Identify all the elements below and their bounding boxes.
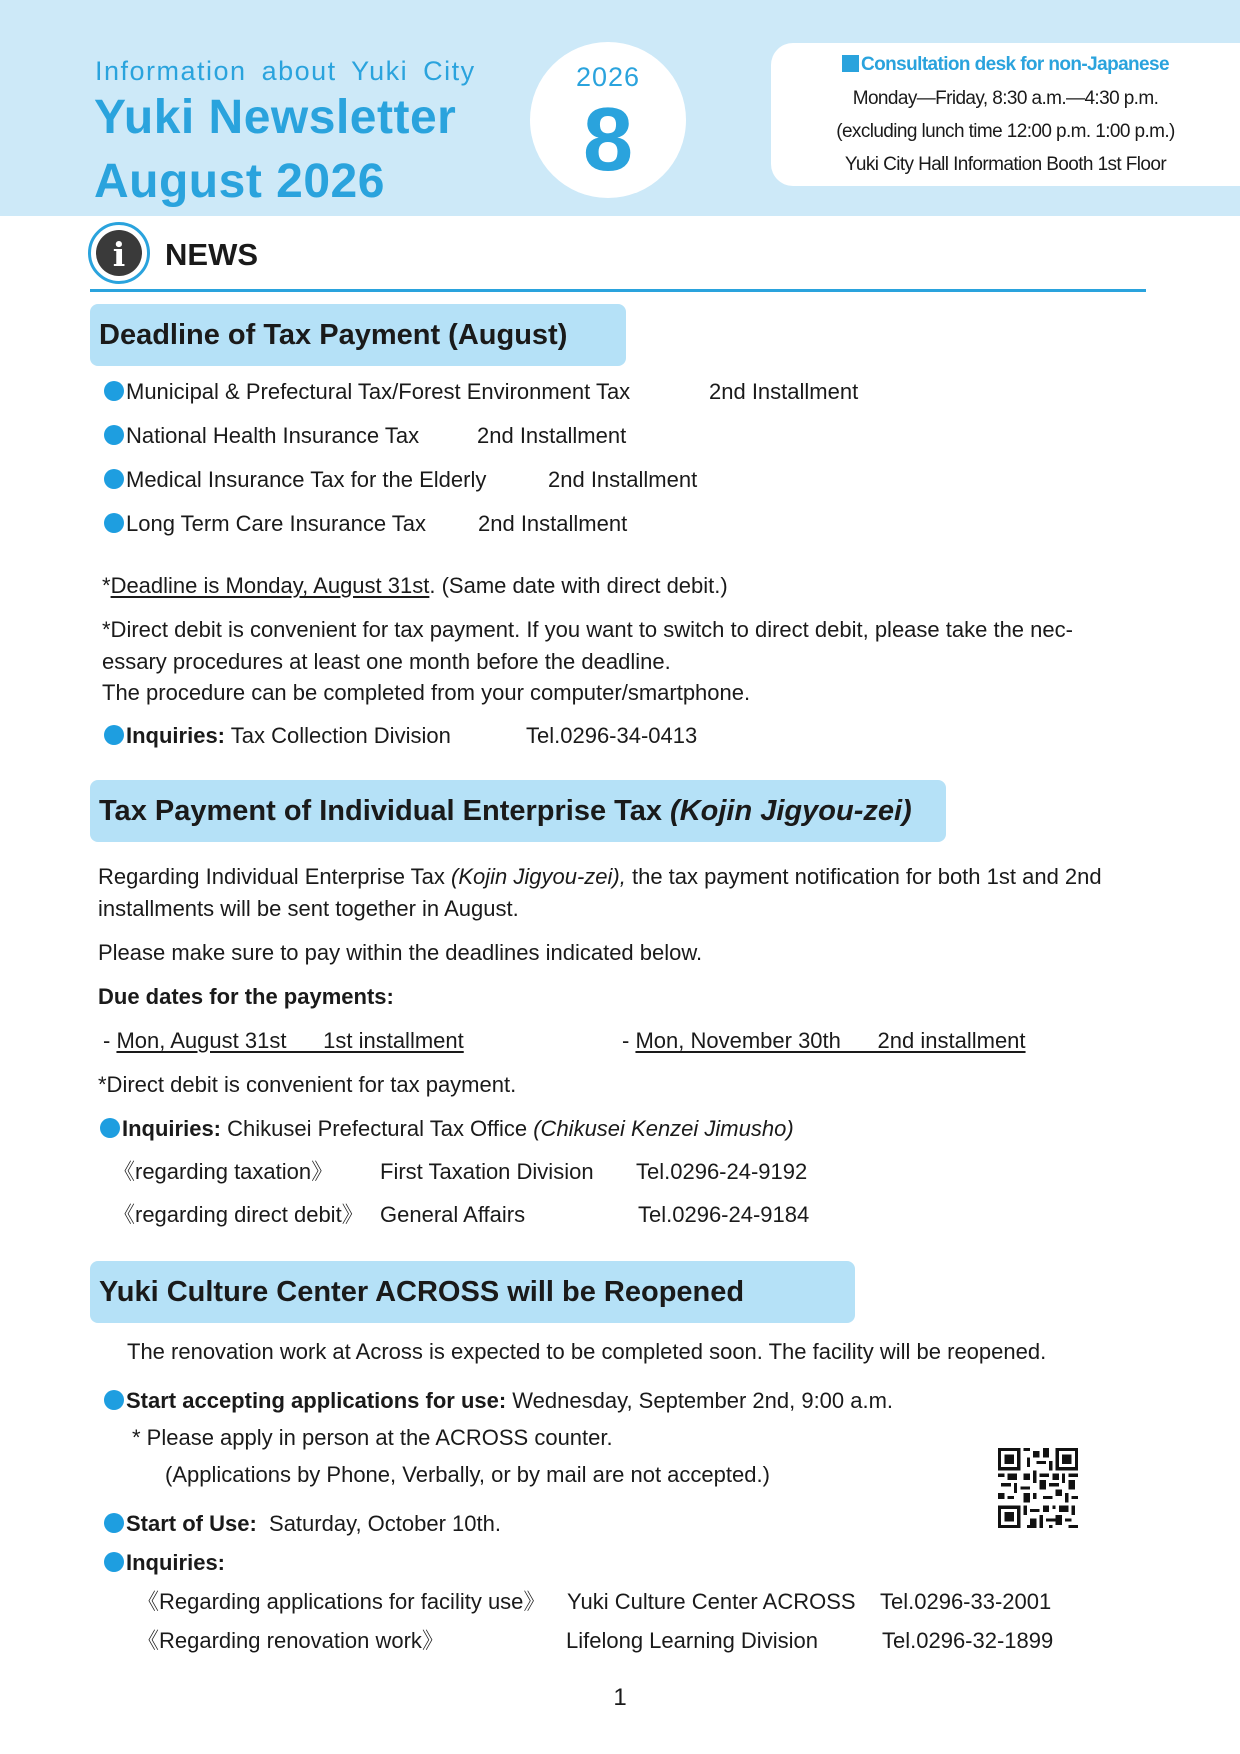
section-heading-culture-center: Yuki Culture Center ACROSS will be Reopened bbox=[90, 1261, 855, 1323]
consultation-hours: Monday—Friday, 8:30 a.m.—4:30 p.m. bbox=[852, 88, 1159, 109]
month-badge-number: 8 bbox=[582, 90, 634, 190]
direct-debit-note: *Direct debit is convenient for tax payment. If you want to switch to direct debit, please take the nec- bbox=[102, 617, 1073, 642]
tax-inquiries-tel: Tel.0296-34-0413 bbox=[526, 723, 698, 748]
enterprise-tax-paragraph: Regarding Individual Enterprise Tax (Kojin Jigyou-zei), the tax payment notification for both 1st and 2nd bbox=[98, 864, 1102, 889]
due-date-first: - Mon, August 31st 1st installment bbox=[103, 1028, 464, 1053]
contact-topic: 《Regarding renovation work》 bbox=[137, 1628, 444, 1653]
month-badge-year: 2026 bbox=[575, 62, 641, 92]
culture-inquiries: Inquiries: bbox=[104, 1548, 225, 1578]
news-divider bbox=[90, 289, 1146, 292]
tax-item: Long Term Care Insurance Tax bbox=[104, 509, 426, 539]
direct-debit-note: essary procedures at least one month before the deadline. bbox=[102, 649, 671, 674]
newsletter-issue: August 2026 bbox=[94, 155, 385, 208]
newsletter-subtitle: Information about Yuki City bbox=[95, 56, 476, 86]
direct-debit-note: The procedure can be completed from your computer/smartphone. bbox=[102, 680, 751, 705]
news-heading: NEWS bbox=[165, 237, 258, 272]
bullet-icon bbox=[104, 381, 124, 401]
bullet-icon bbox=[104, 425, 124, 445]
applications-note: (Applications by Phone, Verbally, or by mail are not accepted.) bbox=[165, 1462, 770, 1487]
tax-item: Medical Insurance Tax for the Elderly bbox=[104, 465, 486, 495]
consultation-location: Yuki City Hall Information Booth 1st Floor bbox=[844, 154, 1167, 175]
tax-item-installment: 2nd Installment bbox=[477, 423, 627, 448]
contact-division: First Taxation Division bbox=[380, 1159, 594, 1184]
newsletter-title: Yuki Newsletter bbox=[94, 91, 457, 144]
enterprise-tax-paragraph: installments will be sent together in August. bbox=[98, 896, 519, 921]
tax-item-installment: 2nd Installment bbox=[709, 379, 859, 404]
enterprise-tax-paragraph: Please make sure to pay within the deadlines indicated below. bbox=[98, 940, 703, 965]
applications-note: * Please apply in person at the ACROSS counter. bbox=[132, 1425, 613, 1450]
square-bullet-icon bbox=[842, 55, 859, 72]
culture-center-intro: The renovation work at Across is expected to be completed soon. The facility will be reopened. bbox=[127, 1339, 1047, 1364]
enterprise-inquiries: Inquiries: Chikusei Prefectural Tax Office (Chikusei Kenzei Jimusho) bbox=[100, 1114, 794, 1144]
consultation-desk-title: Consultation desk for non-Japanese bbox=[771, 54, 1240, 76]
due-date-second: - Mon, November 30th 2nd installment bbox=[622, 1028, 1026, 1053]
page-number: 1 bbox=[613, 1684, 627, 1711]
tax-item: National Health Insurance Tax bbox=[104, 421, 419, 451]
deadline-note: *Deadline is Monday, August 31st. (Same date with direct debit.) bbox=[102, 573, 728, 598]
tax-inquiries: Inquiries: Tax Collection Division bbox=[104, 721, 451, 751]
section-heading-enterprise-tax: Tax Payment of Individual Enterprise Tax (Kojin Jigyou-zei) bbox=[90, 780, 946, 842]
qr-code-icon[interactable] bbox=[998, 1448, 1078, 1528]
contact-topic: 《regarding direct debit》 bbox=[113, 1202, 364, 1227]
contact-topic: 《regarding taxation》 bbox=[113, 1159, 334, 1184]
bullet-icon bbox=[104, 469, 124, 489]
bullet-icon bbox=[104, 725, 124, 745]
info-icon: i bbox=[88, 222, 150, 284]
tax-item-installment: 2nd Installment bbox=[548, 467, 698, 492]
bullet-icon bbox=[100, 1118, 120, 1138]
section-heading-tax-deadline: Deadline of Tax Payment (August) bbox=[90, 304, 626, 366]
bullet-icon bbox=[104, 1513, 124, 1533]
contact-division: General Affairs bbox=[380, 1202, 526, 1227]
tax-item-installment: 2nd Installment bbox=[478, 511, 628, 536]
contact-division: Lifelong Learning Division bbox=[566, 1628, 818, 1653]
bullet-icon bbox=[104, 1390, 124, 1410]
contact-tel: Tel.0296-33-2001 bbox=[880, 1589, 1052, 1614]
enterprise-direct-debit-note: *Direct debit is convenient for tax payment. bbox=[98, 1072, 517, 1097]
start-of-use: Start of Use: Saturday, October 10th. bbox=[104, 1509, 501, 1539]
consultation-lunch: (excluding lunch time 12:00 p.m. 1:00 p.m.) bbox=[836, 121, 1175, 142]
tax-item: Municipal & Prefectural Tax/Forest Environment Tax bbox=[104, 377, 630, 407]
applications-start: Start accepting applications for use: Wednesday, September 2nd, 9:00 a.m. bbox=[104, 1386, 893, 1416]
contact-tel: Tel.0296-24-9192 bbox=[636, 1159, 808, 1184]
contact-division: Yuki Culture Center ACROSS bbox=[567, 1589, 856, 1614]
bullet-icon bbox=[104, 513, 124, 533]
bullet-icon bbox=[104, 1552, 124, 1572]
contact-tel: Tel.0296-24-9184 bbox=[638, 1202, 810, 1227]
due-dates-label: Due dates for the payments: bbox=[98, 984, 394, 1009]
contact-tel: Tel.0296-32-1899 bbox=[882, 1628, 1054, 1653]
contact-topic: 《Regarding applications for facility use》 bbox=[137, 1589, 546, 1614]
